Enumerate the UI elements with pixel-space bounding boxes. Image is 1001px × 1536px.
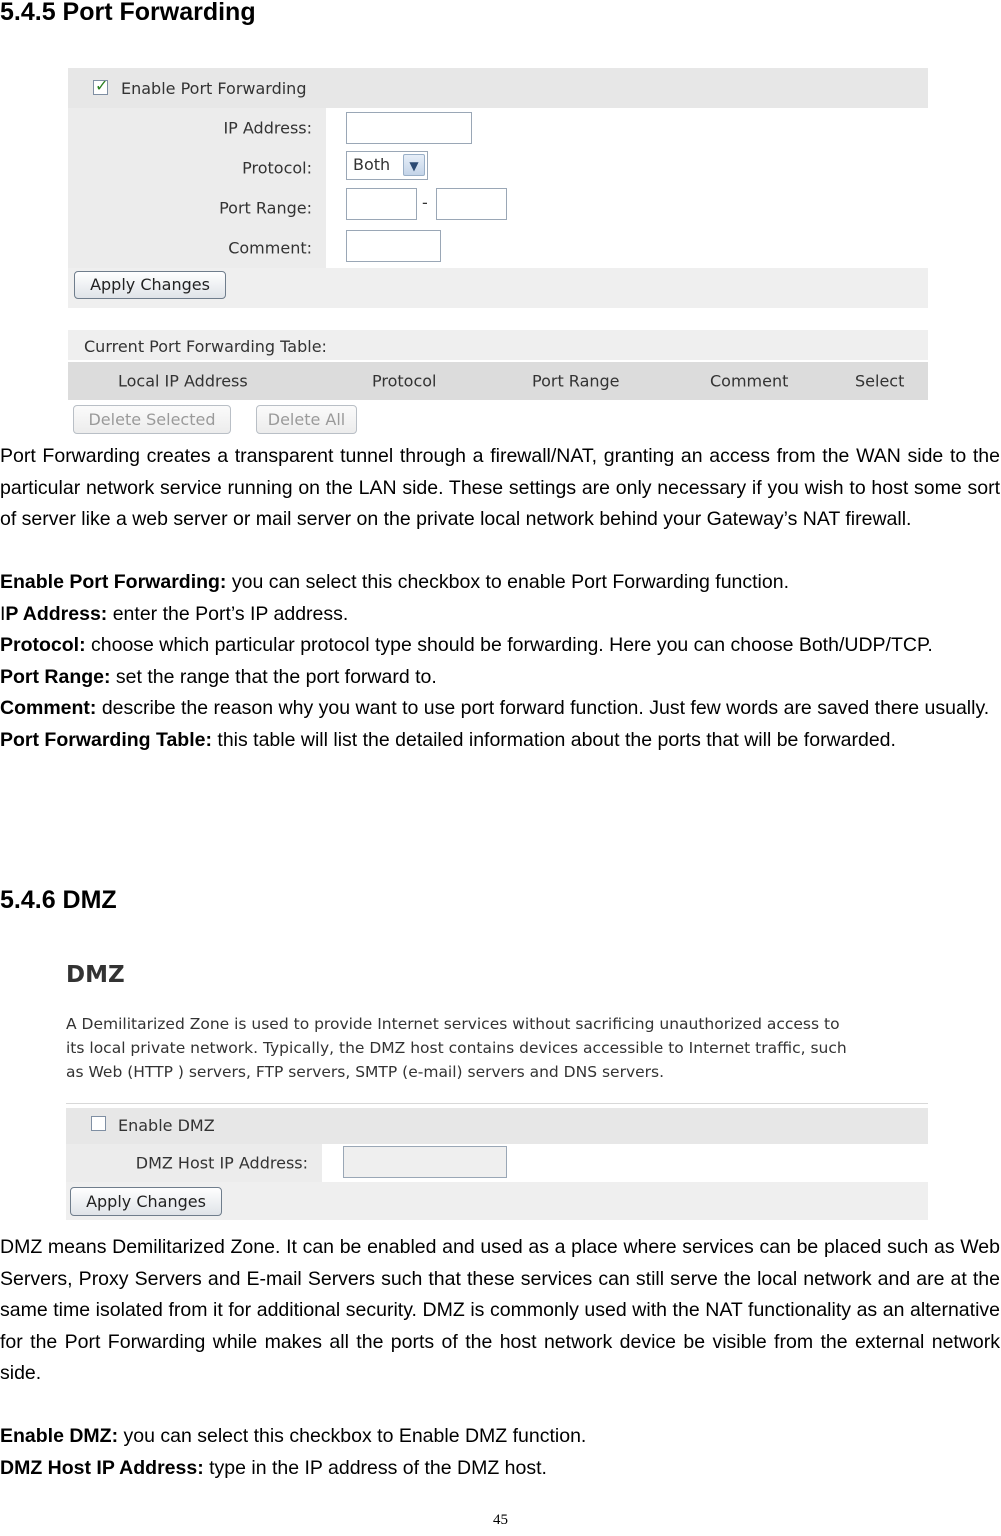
comment-input[interactable] [346, 230, 441, 262]
dmz-title: DMZ [66, 962, 125, 988]
column-header-protocol: Protocol [372, 371, 437, 391]
definition-ip-address [0, 599, 1000, 631]
definition-term: Enable Port Forwarding: [0, 571, 227, 593]
dmz-host-label: DMZ Host IP Address: [135, 1153, 308, 1173]
definition-text: enter the Port’s IP address. [107, 602, 349, 625]
dmz-description-line: A Demilitarized Zone is used to provide Internet services without sacrificing unauthorized access to [66, 1015, 840, 1033]
dmz-screenshot [66, 958, 930, 1220]
definition-term: Port Range: [0, 665, 111, 688]
table-header [68, 362, 928, 400]
column-header-port-range: Port Range [532, 371, 620, 391]
dmz-host-input[interactable] [343, 1146, 507, 1178]
dmz-description-line: as Web (HTTP ) servers, FTP servers, SMTP (e-mail) servers and DNS servers. [66, 1063, 665, 1081]
definition-enable-port-forwarding [0, 567, 1000, 599]
definition-protocol [0, 630, 1000, 662]
dmz-description-line: its local private network. Typically, the DMZ host contains devices accessible to Internet traffic, such [66, 1039, 847, 1057]
comment-label: Comment: [228, 238, 312, 258]
port-forwarding-screenshot [68, 68, 930, 440]
column-header-comment: Comment [710, 371, 789, 391]
port-range-separator: - [422, 193, 428, 212]
definition-text: set the range that the port forward to. [110, 665, 437, 688]
dmz-definitions [0, 1421, 1000, 1484]
ip-address-row [68, 108, 928, 148]
chevron-down-icon: ▼ [403, 154, 425, 176]
table-title-row [68, 330, 928, 360]
definition-text: describe the reason why you want to use port forward function. Just few words are saved there usually. [96, 697, 990, 719]
definition-comment [0, 693, 1000, 725]
definition-enable-dmz [0, 1421, 1000, 1453]
definition-term: Protocol: [0, 634, 86, 656]
apply-changes-button[interactable]: Apply Changes [74, 271, 226, 299]
definition-term: P Address: [5, 602, 108, 625]
enable-port-forwarding-row [68, 68, 928, 108]
ip-address-label: IP Address: [223, 118, 312, 138]
divider [66, 1103, 928, 1104]
definition-port-range [0, 662, 1000, 694]
port-range-start-input[interactable] [346, 188, 417, 220]
definition-text: you can select this checkbox to enable Port Forwarding function. [226, 571, 789, 593]
comment-row [68, 228, 928, 268]
definition-text: you can select this checkbox to Enable DMZ function. [118, 1425, 587, 1447]
dmz-intro: DMZ means Demilitarized Zone. It can be enabled and used as a place where services can be placed such as Web Servers, Proxy Servers and E-mail Servers such that these services can still serve the local network and are at the same time isolated from it for additional security. DMZ is commonly used with the NAT functionality as an alternative for the Port Forwarding while makes all the ports of the host network device be visible from the external network side. [0, 1236, 1000, 1384]
definition-term: Comment: [0, 697, 97, 719]
enable-port-forwarding-label: Enable Port Forwarding [121, 79, 307, 98]
column-header-local-ip: Local IP Address [118, 371, 248, 391]
protocol-selected-value: Both [353, 155, 391, 174]
port-range-end-input[interactable] [436, 188, 507, 220]
dmz-description [66, 1012, 930, 1084]
enable-dmz-row [66, 1108, 928, 1144]
ip-address-input[interactable] [346, 112, 472, 144]
port-forwarding-definitions [0, 567, 1000, 756]
section-heading-dmz: 5.4.6 DMZ [0, 886, 117, 914]
dmz-host-row [66, 1144, 928, 1182]
page-number: 45 [493, 1512, 508, 1528]
delete-selected-button[interactable]: Delete Selected [73, 405, 231, 434]
table-title: Current Port Forwarding Table: [84, 337, 327, 356]
definition-term-prefix: I [0, 602, 6, 625]
enable-dmz-checkbox[interactable] [91, 1116, 106, 1131]
checkmark-icon: ✓ [95, 76, 109, 95]
protocol-row [68, 148, 928, 188]
section-heading-port-forwarding: 5.4.5 Port Forwarding [0, 0, 256, 26]
definition-dmz-host-ip [0, 1453, 1000, 1485]
protocol-label: Protocol: [242, 158, 312, 178]
definition-text: choose which particular protocol type should be forwarding. Here you can choose Both/UDP/TCP. [85, 634, 933, 656]
column-header-select: Select [855, 371, 905, 391]
definition-term: Port Forwarding Table: [0, 728, 212, 751]
dmz-apply-changes-button[interactable]: Apply Changes [70, 1187, 222, 1216]
port-forwarding-intro: Port Forwarding creates a transparent tunnel through a firewall/NAT, granting an access from the WAN side to the particular network service running on the LAN side. These settings are only necessary if you wish to host some sort of server like a web server or mail server on the private local network behind your Gateway’s NAT firewall. [0, 445, 1000, 530]
definition-text: this table will list the detailed information about the ports that will be forwarded. [211, 728, 896, 751]
delete-all-button[interactable]: Delete All [256, 405, 357, 434]
definition-port-forwarding-table [0, 725, 1000, 757]
port-range-row [68, 188, 928, 228]
protocol-select[interactable] [346, 151, 428, 180]
enable-dmz-label: Enable DMZ [118, 1116, 215, 1135]
port-range-label: Port Range: [219, 198, 312, 218]
definition-term: Enable DMZ: [0, 1425, 119, 1447]
definition-text: type in the IP address of the DMZ host. [203, 1456, 547, 1479]
definition-term: DMZ Host IP Address: [0, 1456, 204, 1479]
enable-port-forwarding-checkbox[interactable] [93, 76, 109, 95]
